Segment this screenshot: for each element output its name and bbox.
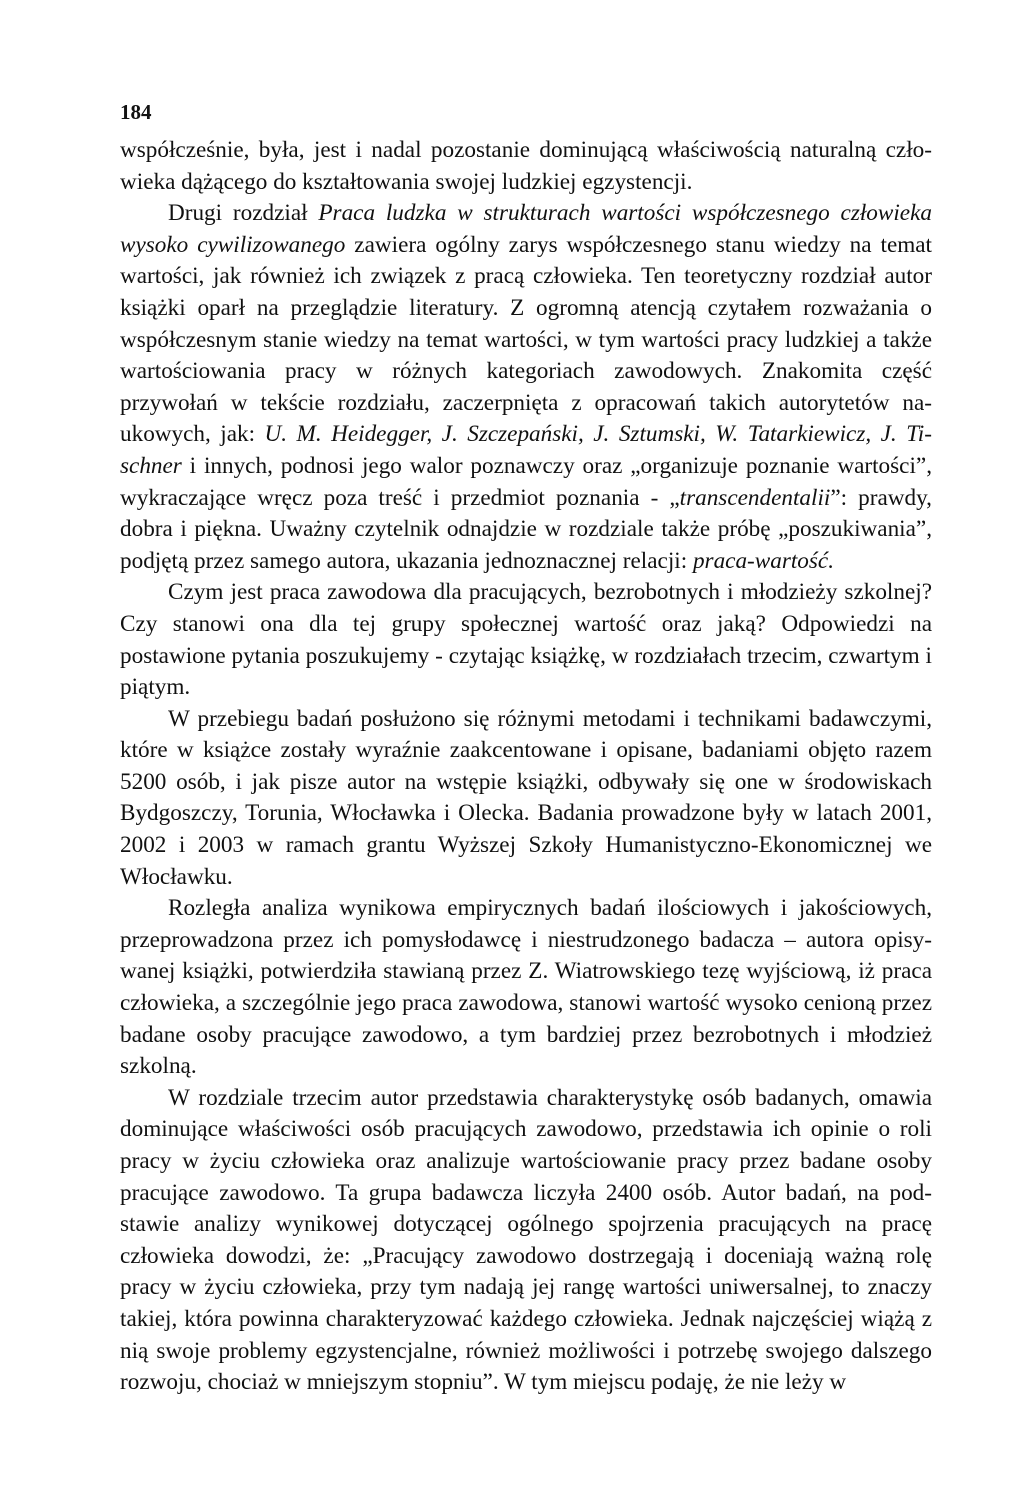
book-page [120, 100, 932, 1399]
italic-text: Praca ludzka w strukturach wartości współczesnego człowieka wysoko cywilizowanego [120, 200, 932, 258]
text-run: W rozdziale trzecim autor przedstawia charakterystykę osób badanych, omawia dominujące właściwości osób pracujących zawodowo, przedstawia ich opinie o roli pracy w życiu człowieka oraz analizuje wartościowanie pracy przez badane osoby pracujące zawodowo. Ta grupa badawcza liczyła 2400 osób. Autor badań, na podstawie analizy wynikowej dotyczącej ogólnego spojrzenia pracujących na pracę człowieka dowodzi, że: „Pracujący zawodowo dostrzegają i doceniają ważną rolę pracy w życiu człowieka, przy tym nadają jej rangę wartości uniwersalnej, to znaczy takiej, która powinna charakteryzować każdego człowieka. Jednak najczęściej wiążą z nią swoje problemy egzystencjalne, również możliwości i potrzebę swojego dalszego rozwoju, chociaż w mniejszym stopniu”. W tym miejscu podaję, że nie leży w [120, 1084, 932, 1396]
text-run: i innych, podnosi jego walor poznawczy oraz „organizuje poznanie wartości”, wykraczające wręcz poza treść i przedmiot poznania - „ [120, 452, 932, 511]
text-run: Rozległa analiza wynikowa empirycznych badań ilościowych i jakościowych, przeprowadzona przez ich pomysłodawcę i niestrudzonego badacza – autora opisywanej książki, potwierdziła stawianą przez Z. Wiatrowskiego tezę wyjściową, iż praca człowieka, a szczególnie jego praca zawodowa, stanowi wartość wysoko cenioną przez badane osoby pracujące zawodowo, a tym bardziej przez bezrobotnych i młodzież szkolną. [120, 895, 932, 1080]
paragraph [120, 577, 932, 703]
italic-text: transcendentalii [679, 484, 831, 511]
paragraph [120, 198, 932, 577]
text-run: Czym jest praca zawodowa dla pracujących, bezrobotnych i młodzieży szkolnej? Czy stanowi ona dla tej grupy społecznej wartość oraz jaką? Odpowiedzi na postawione pytania poszukujemy - czytając książkę, w rozdziałach trzecim, czwartym i piątym. [120, 579, 932, 701]
paragraph [120, 704, 932, 894]
paragraph [120, 1083, 932, 1399]
page-number: 184 [120, 100, 152, 124]
italic-text: U. M. Heidegger, J. Szczepański, J. Sztumski, W. Tatarkiewicz, J. Tischner [120, 421, 932, 479]
body-text [120, 135, 932, 1399]
paragraph [120, 135, 932, 198]
text-run: współcześnie, była, jest i nadal pozostanie dominującą właściwością naturalną człowieka dążącego do kształtowania swojej ludzkiej egzystencji. [120, 137, 932, 195]
text-run: W przebiegu badań posłużono się różnymi metodami i technikami badawczymi, które w książce zostały wyraźnie zaakcentowane i opisane, badaniami objęto razem 5200 osób, i jak pisze autor na wstępie książki, odbywały się one w środowiskach Bydgoszczy, Torunia, Włocławka i Olecka. Badania prowadzone były w latach 2001, 2002 i 2003 w ramach grantu Wyższej Szkoły Humanistyczno-Ekonomicznej we Włocławku. [120, 705, 932, 890]
paragraph [120, 893, 932, 1083]
italic-text: praca-wartość. [692, 547, 835, 574]
text-run: ”: prawdy, dobra i piękna. Uważny czytelnik odnajdzie w rozdziale także próbę „poszukiwania”, podjętą przez samego autora, ukazania jednoznacznej relacji: [120, 484, 932, 574]
text-run: zawiera ogólny zarys współczesnego stanu wiedzy na temat wartości, jak również ich związek z pracą człowieka. Ten teoretyczny rozdział autor książki oparł na przeglądzie literatury. Z ogromną atencją czytałem rozważania o współczesnym stanie wiedzy na temat wartości, w tym wartości pracy ludzkiej a także wartościowania pracy w różnych kategoriach zawodowych. Znakomita część przywołań w tekście rozdziału, zaczerpnięta z opracowań takich autorytetów naukowych, jak: [120, 231, 932, 448]
text-run: Drugi rozdział [168, 200, 319, 227]
